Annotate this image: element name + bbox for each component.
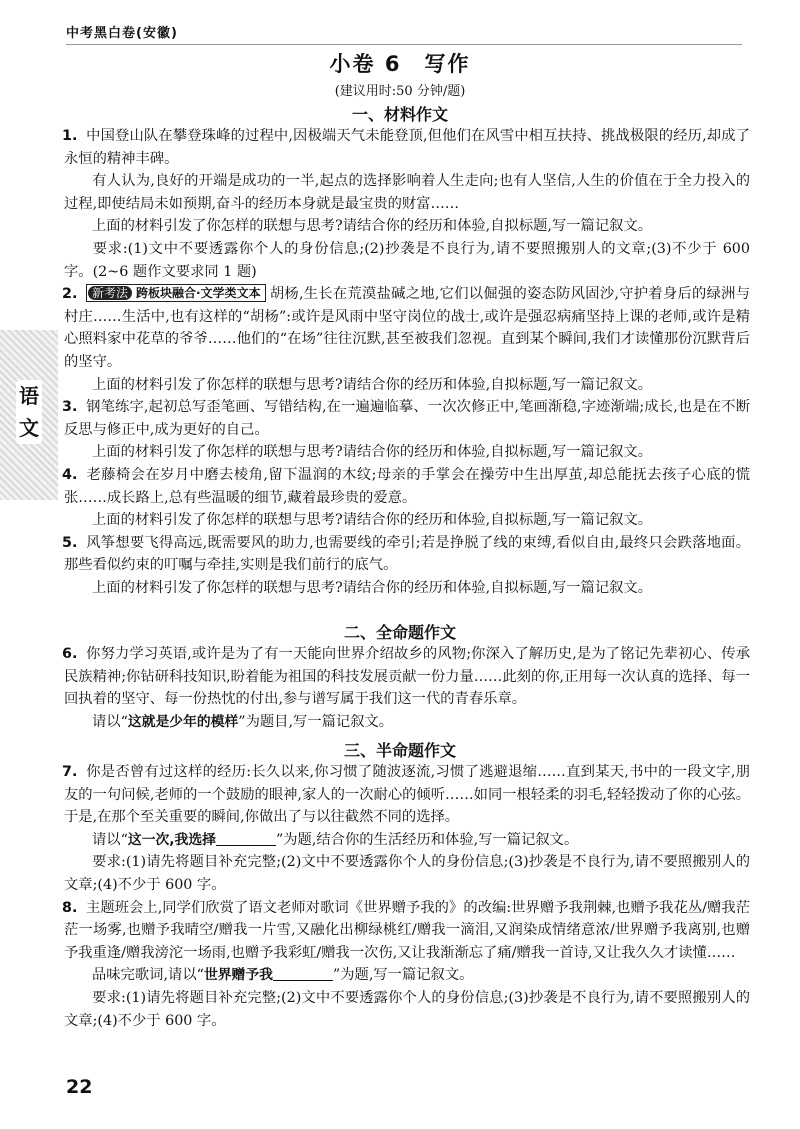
page-title: 小卷 6 写作 xyxy=(329,52,471,76)
time-suggestion: (建议用时:50 分钟/题) xyxy=(334,84,466,99)
section-heading-half-title: 三、半命题作文 xyxy=(343,741,456,760)
title-blank xyxy=(216,831,276,846)
question-text: 中国登山队在攀登珠峰的过程中,因极端天气未能登顶,但他们在风雪中相互扶持、挑战极限的经历,却成了永恒的精神丰碑。 xyxy=(64,128,750,167)
question-number: 8. xyxy=(62,899,78,916)
question-prompt: 上面的材料引发了你怎样的联想与思考?请结合你的经历和体验,自拟标题,写一篇记叙文。 xyxy=(92,512,653,529)
question-number: 6. xyxy=(62,646,78,662)
question-number: 1. xyxy=(62,128,78,144)
title-blank xyxy=(273,966,333,981)
question-4 xyxy=(64,464,750,509)
section-heading-full-title: 二、全命题作文 xyxy=(343,623,456,642)
question-8 xyxy=(64,897,750,965)
question-text: 风筝想要飞得高远,既需要风的助力,也需要线的牵引;若是挣脱了线的束缚,看似自由,最终只会跌落地面。那些看似约束的叮嘱与牵挂,实则是我们前行的底气。 xyxy=(64,534,750,574)
question-number: 3. xyxy=(62,399,78,416)
question-3 xyxy=(64,396,750,441)
essay-title: 世界赠予我 xyxy=(203,967,273,984)
question-text: 你努力学习英语,或许是为了有一天能向世界介绍故乡的风物;你深入了解历史,是为了铭记先辈初心、传承民族精神;你钻研科技知识,盼着能为祖国的科技发展贡献一份力量……此刻的你,正用每一次认真的选择、每一回执着的坚守、每一份热忱的付出,参与谱写属于我们这一代的青春乐章。 xyxy=(64,646,750,708)
section-heading-material: 一、材料作文 xyxy=(351,105,448,124)
question-prompt: 上面的材料引发了你怎样的联想与思考?请结合你的经历和体验,自拟标题,写一篇记叙文。 xyxy=(92,579,653,596)
tag-topic: 跨板块融合·文学类文本 xyxy=(136,286,261,301)
question-prompt: 请以“这就是少年的模样”为题目,写一篇记叙文。 xyxy=(92,713,394,730)
question-prompt: 请以“这一次,我选择 ”为题,结合你的生活经历和体验,写一篇记叙文。 xyxy=(92,831,579,848)
subject-label: 语文 xyxy=(16,380,42,444)
question-7 xyxy=(64,761,750,829)
question-prompt: 上面的材料引发了你怎样的联想与思考?请结合你的经历和体验,自拟标题,写一篇记叙文。 xyxy=(92,218,653,235)
question-prompt: 品味完歌词,请以“世界赠予我 ”为题,写一篇记叙文。 xyxy=(92,967,474,984)
question-text: 主题班会上,同学们欣赏了语文老师对歌词《世界赠予我的》的改编:世界赠予我荆棘,也赠予我花丛/赠我茫茫一场雾,也赠予我晴空/赠我一片雪,又融化出柳绿桃红/赠我一滴泪,又润染成情绪意浓/世界赠予我离别,也赠予我重逢/赠我滂沱一场雨,也赠予我彩虹/赠我一次伤,又让我渐渐忘了痛/赠我一首诗,又让我久久才读懂…… xyxy=(64,899,750,961)
header-rule xyxy=(66,44,742,45)
question-2 xyxy=(64,283,750,373)
question-prompt: 上面的材料引发了你怎样的联想与思考?请结合你的经历和体验,自拟标题,写一篇记叙文。 xyxy=(92,376,653,393)
section-half-title-content xyxy=(64,761,750,1032)
question-requirements: 要求:(1)请先将题目补充完整;(2)文中不要透露你个人的身份信息;(3)抄袭是不良行为,请不要照搬别人的文章;(4)不少于 600 字。 xyxy=(64,854,750,893)
book-header: 中考黑白卷(安徽) xyxy=(66,26,178,41)
question-number: 2. xyxy=(62,286,78,303)
question-number: 7. xyxy=(62,764,78,780)
question-text: 胡杨,生长在荒漠盐碱之地,它们以倔强的姿态防风固沙,守护着身后的绿洲与村庄……生活中,也有这样的“胡杨”:或许是风雨中坚守岗位的战士,或许是强忍病痛坚持上课的老师,或许是精心照料家中花草的爷爷……他们的“在场”往往沉默,甚至被我们忽视。直到某个瞬间,我们才读懂那份沉默背后的坚守。 xyxy=(64,286,750,370)
question-prompt: 上面的材料引发了你怎样的联想与思考?请结合你的经历和体验,自拟标题,写一篇记叙文。 xyxy=(92,444,653,461)
essay-title: 这就是少年的模样 xyxy=(127,713,239,730)
question-number: 5. xyxy=(62,534,78,551)
question-6 xyxy=(64,643,750,711)
question-tag xyxy=(86,284,266,302)
question-requirements: 要求:(1)请先将题目补充完整;(2)文中不要透露你个人的身份信息;(3)抄袭是不良行为,请不要照搬别人的文章;(4)不少于 600 字。 xyxy=(64,989,750,1029)
question-text: 钢笔练字,起初总写歪笔画、写错结构,在一遍遍临摹、一次次修正中,笔画渐稳,字迹渐端;成长,也是在不断反思与修正中,成为更好的自己。 xyxy=(64,399,750,438)
tag-new-method: 新考法 xyxy=(88,286,132,300)
question-1 xyxy=(64,125,750,170)
page-number: 22 xyxy=(66,1076,93,1098)
essay-title: 这一次,我选择 xyxy=(127,831,216,848)
question-paragraph: 有人认为,良好的开端是成功的一半,起点的选择影响着人生走向;也有人坚信,人生的价值在于全力投入的过程,即使结局未如预期,奋斗的经历本身就是最宝贵的财富…… xyxy=(64,173,750,212)
question-number: 4. xyxy=(62,466,78,483)
question-text: 你是否曾有过这样的经历:长久以来,你习惯了随波逐流,习惯了逃避退缩……直到某天,书中的一段文字,朋友的一句问候,老师的一个鼓励的眼神,家人的一次耐心的倾听……如同一根轻柔的羽毛,轻轻拨动了你的心弦。于是,在那个至关重要的瞬间,你做出了与以往截然不同的选择。 xyxy=(64,764,750,826)
question-text: 老藤椅会在岁月中磨去棱角,留下温润的木纹;母亲的手掌会在操劳中生出厚茧,却总能抚去孩子心底的慌张……成长路上,总有些温暖的细节,藏着最珍贵的爱意。 xyxy=(64,466,750,506)
question-requirements: 要求:(1)文中不要透露你个人的身份信息;(2)抄袭是不良行为,请不要照搬别人的文章;(3)不少于 600 字。(2~6 题作文要求同 1 题) xyxy=(64,240,750,280)
question-5 xyxy=(64,532,750,577)
section-full-title-content xyxy=(64,643,750,733)
section-material-content xyxy=(64,125,750,599)
